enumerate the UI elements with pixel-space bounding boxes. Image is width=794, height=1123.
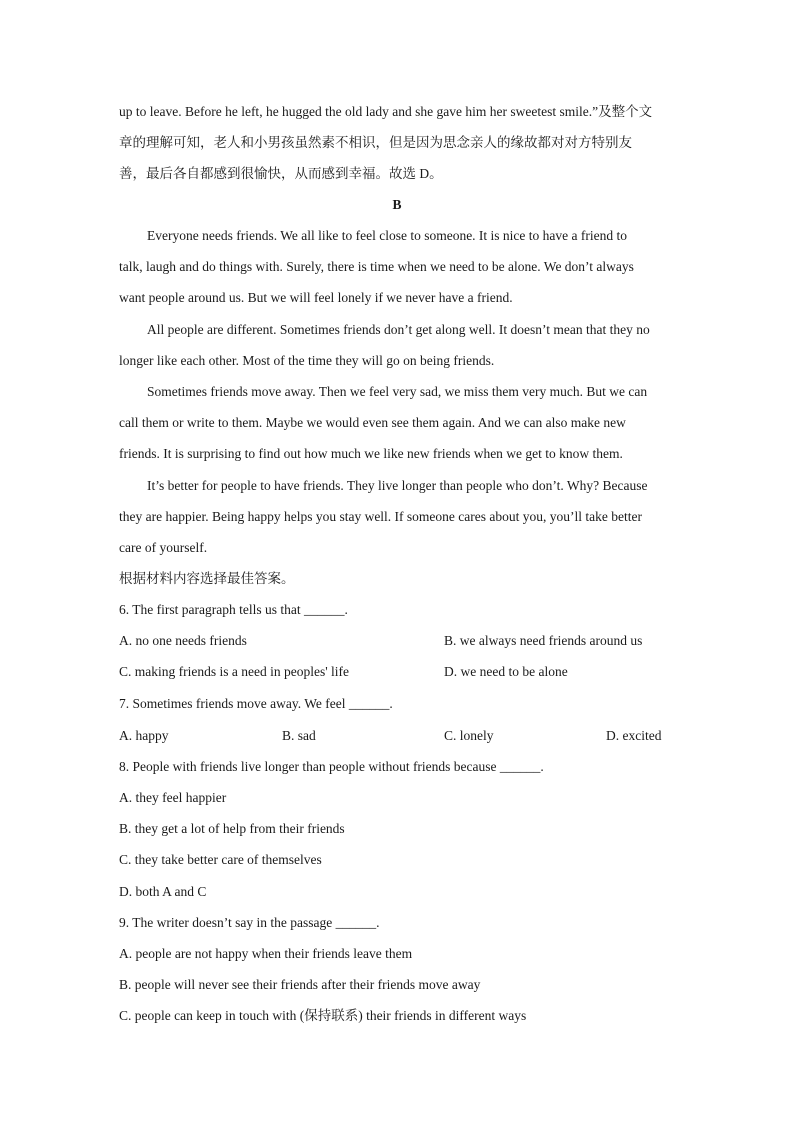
section-title: B [392,197,402,212]
answer-option: B. people will never see their friends after their friends move away [119,977,481,992]
question-stem: 9. The writer doesn’t say in the passage ______. [119,915,380,930]
passage-line: want people around us. But we will feel lonely if we never have a friend. [119,290,513,305]
passage-line: Everyone needs friends. We all like to feel close to someone. It is nice to have a friend to [147,228,628,243]
instruction: 根据材料内容选择最佳答案。 [119,571,295,586]
answer-option: B. they get a lot of help from their friends [119,821,345,836]
answer-option: A. people are not happy when their friends leave them [119,946,413,961]
answer-option: A. they feel happier [119,790,227,805]
passage-line: they are happier. Being happy helps you stay well. If someone cares about you, you’ll take better [119,509,642,524]
answer-option: B. we always need friends around us [444,633,643,648]
intro-line: 章的理解可知，老人和小男孩虽然素不相识，但是因为思念亲人的缘故都对对方特别友 [119,135,632,150]
question-stem: 6. The first paragraph tells us that ______. [119,602,348,617]
intro-line: 善，最后各自都感到很愉快，从而感到幸福。故选 D。 [119,166,443,181]
intro-line: up to leave. Before he left, he hugged the old lady and she gave him her sweetest smile.”及整个文 [119,104,653,119]
answer-option: C. people can keep in touch with (保持联系) their friends in different ways [119,1008,527,1023]
answer-option: C. they take better care of themselves [119,852,322,867]
passage-line: Sometimes friends move away. Then we feel very sad, we miss them very much. But we can [147,384,648,399]
question-stem: 8. People with friends live longer than people without friends because ______. [119,759,544,774]
passage-line: call them or write to them. Maybe we would even see them again. And we can also make new [119,415,626,430]
passage-line: care of yourself. [119,540,208,555]
answer-option: D. both A and C [119,884,207,899]
passage-line: All people are different. Sometimes friends don’t get along well. It doesn’t mean that they no [147,322,650,337]
answer-option: C. lonely [444,728,494,743]
answer-option: C. making friends is a need in peoples' life [119,664,350,679]
answer-option: B. sad [282,728,316,743]
answer-option: A. no one needs friends [119,633,247,648]
passage-line: It’s better for people to have friends. They live longer than people who don’t. Why? Because [147,478,648,493]
passage-line: longer like each other. Most of the time they will go on being friends. [119,353,495,368]
answer-option: A. happy [119,728,169,743]
answer-option: D. we need to be alone [444,664,568,679]
passage-line: friends. It is surprising to find out how much we like new friends when we get to know them. [119,446,623,461]
question-stem: 7. Sometimes friends move away. We feel ______. [119,696,393,711]
answer-option: D. excited [606,728,662,743]
passage-line: talk, laugh and do things with. Surely, there is time when we need to be alone. We don’t always [119,259,634,274]
